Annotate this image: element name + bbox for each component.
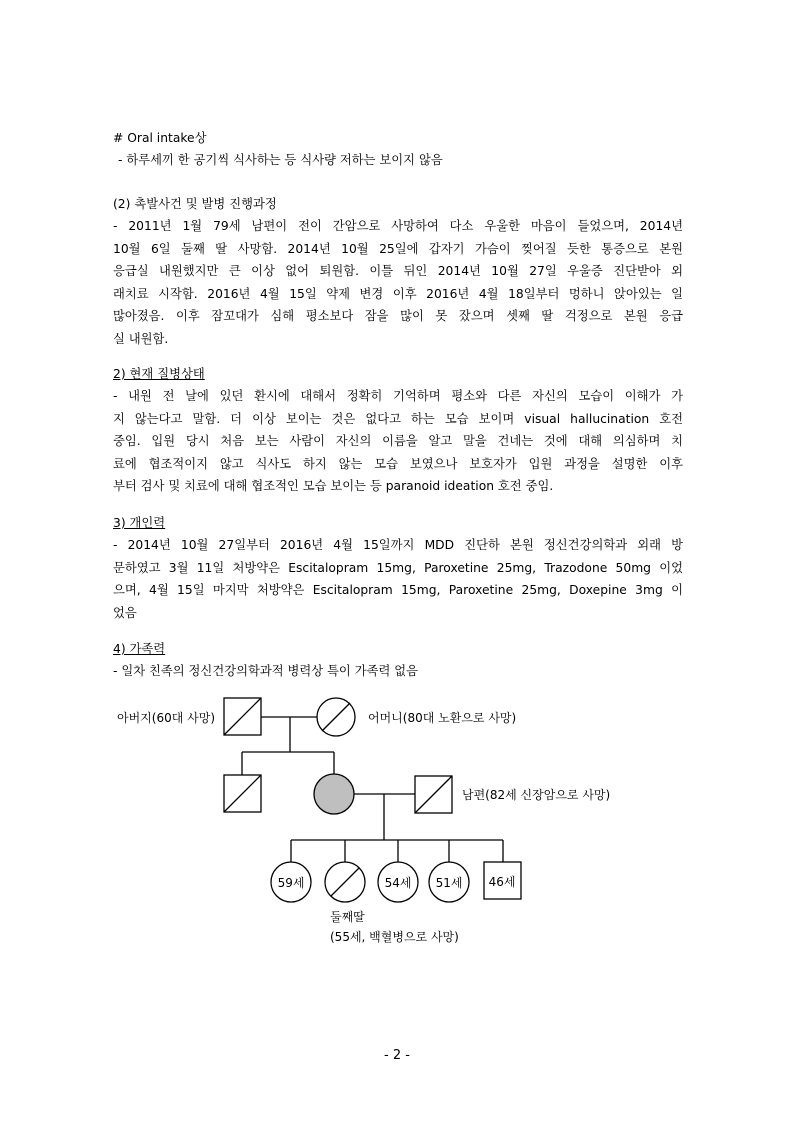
- child-age-label: 51세: [435, 876, 463, 890]
- personal-line: 으며, 4월 15일 마지막 처방약은 Escitalopram 15mg, Paroxetine 25mg, Doxepine 3mg 이: [113, 583, 683, 597]
- current-line: 료에 협조적이지 않고 식사도 하지 않는 모습 보였으나 보호자가 입원 과정을 설명한 이후: [113, 456, 683, 471]
- second-daughter-detail: (55세, 백혈병으로 사망): [330, 930, 459, 944]
- personal-section-heading: 3) 개인력: [113, 516, 166, 530]
- oral-intake-line: - 하루세끼 한 공기씩 식사하는 등 식사량 저하는 보이지 않음: [118, 153, 443, 167]
- personal-line: - 2014년 10월 27일부터 2016년 4월 15일까지 MDD 진단하 본원 정신건강의학과 외래 방: [113, 538, 683, 552]
- trigger-line: 래치료 시작함. 2016년 4월 15일 약제 변경 이후 2016년 4월 18일부터 멍하니 앉아있는 일: [113, 286, 683, 301]
- current-line: 부터 검사 및 치료에 대해 협조적인 모습 보이는 등 paranoid ideation 호전 중임.: [113, 479, 554, 493]
- page-number: - 2 -: [384, 1048, 410, 1063]
- trigger-line: 10월 6일 둘째 딸 사망함. 2014년 10월 25일에 갑자기 가슴이 찢어질 듯한 통증으로 본원: [113, 241, 683, 256]
- trigger-line: 실 내원함.: [113, 331, 169, 346]
- patient-symbol: [314, 774, 354, 814]
- second-daughter-label: 둘째딸: [330, 910, 365, 924]
- personal-line: 었음: [113, 605, 137, 620]
- current-line: - 내원 전 날에 있던 환시에 대해서 정확히 기억하며 평소와 다른 자신의 모습이 이해가 가: [113, 389, 683, 403]
- current-line: 중임. 입원 당시 처음 보는 사람이 자신의 이름을 알고 말을 건네는 것에 대해 의심하며 치: [113, 434, 683, 448]
- father-label: 아버지(60대 사망): [117, 711, 215, 725]
- personal-line: 문하였고 3월 11일 처방약은 Escitalopram 15mg, Paroxetine 25mg, Trazodone 50mg 이었: [113, 560, 683, 575]
- trigger-line: - 2011년 1월 79세 남편이 전이 간암으로 사망하여 다소 우울한 마음이 들었으며, 2014년: [113, 219, 683, 233]
- family-section-line: - 일차 친족의 정신건강의학과적 병력상 특이 가족력 없음: [113, 664, 419, 678]
- family-section-heading: 4) 가족력: [113, 642, 166, 656]
- oral-intake-heading: # Oral intake상: [113, 131, 207, 145]
- mother-label: 어머니(80대 노환으로 사망): [368, 711, 517, 725]
- trigger-section-heading: (2) 촉발사건 및 발병 진행과정: [113, 197, 277, 211]
- child-age-label: 59세: [277, 876, 305, 890]
- current-section-heading: 2) 현재 질병상태: [113, 367, 205, 381]
- child-age-label: 54세: [384, 876, 412, 890]
- trigger-line: 응급실 내원했지만 큰 이상 없어 퇴원함. 이틀 뒤인 2014년 10월 27일 우울증 진단받아 외: [113, 264, 683, 278]
- current-line: 지 않는다고 말함. 더 이상 보이는 것은 없다고 하는 모습 보이며 visual hallucination 호전: [113, 411, 683, 426]
- husband-label: 남편(82세 신장암으로 사망): [462, 788, 611, 802]
- child-age-label: 46세: [488, 875, 516, 889]
- trigger-line: 많아졌음. 이후 잠꼬대가 심해 평소보다 잠을 많이 못 잤으며 셋째 딸 걱정으로 본원 응급: [113, 309, 683, 323]
